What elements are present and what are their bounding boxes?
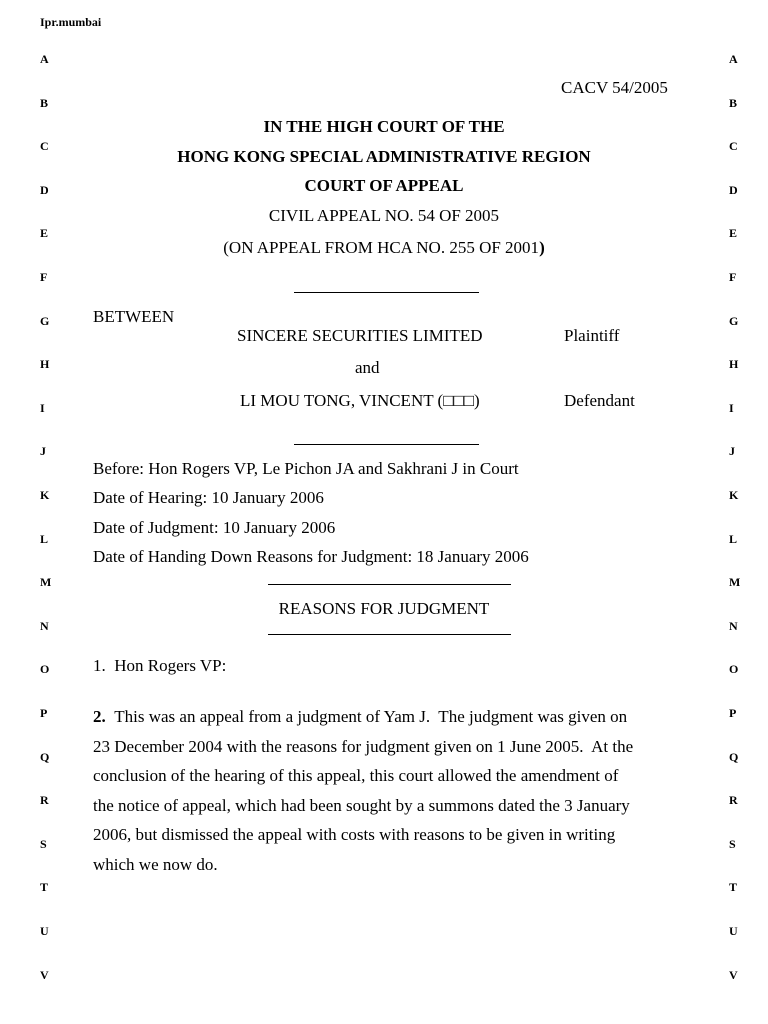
source-watermark: Ipr.mumbai [40, 15, 102, 29]
plaintiff-role: Plaintiff [564, 326, 620, 345]
paragraph-line: 2006, but dismissed the appeal with costs with reasons to be given in writing [93, 825, 616, 844]
margin-letter-left: V [40, 968, 49, 982]
margin-letter-right: U [729, 924, 738, 938]
margin-letter-left: S [40, 837, 47, 851]
reasons-title: REASONS FOR JUDGMENT [278, 599, 490, 618]
margin-letter-right: G [729, 314, 739, 328]
paragraph-line: conclusion of the hearing of this appeal, this court allowed the amendment of [93, 766, 619, 785]
margin-letter-right: K [729, 488, 739, 502]
margin-letter-right: I [729, 401, 734, 415]
margin-letter-right: N [729, 619, 738, 633]
date-of-hearing: Date of Hearing: 10 January 2006 [93, 488, 324, 507]
paragraph-line [93, 702, 683, 732]
paragraph-line: the notice of appeal, which had been sought by a summons dated the 3 January [93, 795, 630, 815]
appeal-from-line [0, 238, 768, 258]
margin-letter-left: P [40, 706, 48, 720]
divider-3 [268, 584, 511, 585]
margin-letter-left: K [40, 488, 50, 502]
divider-2 [294, 444, 479, 445]
margin-letter-right: P [729, 706, 737, 720]
judge-heading: 1. Hon Rogers VP: [93, 656, 227, 675]
margin-letter-left: O [40, 662, 50, 676]
coram-line: Before: Hon Rogers VP, Le Pichon JA and Sakhrani J in Court [93, 459, 519, 478]
court-name-line1: IN THE HIGH COURT OF THE [263, 117, 505, 136]
divider-1 [294, 292, 479, 293]
margin-letter-right: H [729, 357, 739, 371]
civil-appeal-number: CIVIL APPEAL NO. 54 OF 2005 [268, 206, 500, 225]
paragraph-2 [93, 702, 683, 879]
appeal-from-text: (ON APPEAL FROM HCA NO. 255 OF 2001 [223, 238, 540, 257]
margin-letter-left: B [40, 96, 49, 110]
margin-letter-right: Q [729, 750, 739, 764]
margin-letter-left: J [40, 444, 46, 458]
margin-letter-right: D [729, 183, 738, 197]
margin-letter-left: H [40, 357, 50, 371]
margin-letter-right: B [729, 96, 738, 110]
margin-letter-right: A [729, 52, 738, 66]
and-label: and [355, 358, 380, 377]
margin-letter-right: O [729, 662, 739, 676]
margin-letter-left: N [40, 619, 49, 633]
between-label: BETWEEN [93, 307, 175, 326]
court-name-line3: COURT OF APPEAL [304, 176, 464, 195]
plaintiff-name: SINCERE SECURITIES LIMITED [237, 326, 483, 345]
margin-letter-left: U [40, 924, 49, 938]
paragraph-number: 2. [93, 707, 106, 726]
margin-letter-right: R [729, 793, 738, 807]
margin-letter-right: L [729, 532, 738, 546]
margin-letter-left: L [40, 532, 49, 546]
margin-letter-left: I [40, 401, 45, 415]
margin-letter-left: A [40, 52, 49, 66]
margin-letter-left: E [40, 226, 49, 240]
case-number: CACV 54/2005 [561, 78, 668, 97]
paragraph-line: which we now do. [93, 854, 218, 874]
margin-letter-left: F [40, 270, 48, 284]
margin-letter-left: D [40, 183, 49, 197]
margin-letter-right: E [729, 226, 738, 240]
margin-letter-right: T [729, 880, 738, 894]
date-of-reasons: Date of Handing Down Reasons for Judgment: 18 January 2006 [93, 547, 529, 566]
margin-letter-right: V [729, 968, 738, 982]
margin-letter-right: C [729, 139, 738, 153]
margin-letter-left: C [40, 139, 49, 153]
margin-letter-right: S [729, 837, 736, 851]
paragraph-line-text: This was an appeal from a judgment of Yam J. The judgment was given on [114, 707, 628, 726]
margin-letter-left: G [40, 314, 50, 328]
paragraph-line: 23 December 2004 with the reasons for judgment given on 1 June 2005. At the [93, 736, 634, 756]
margin-letter-left: M [40, 575, 52, 589]
appeal-from-close: ) [539, 238, 545, 257]
defendant-role: Defendant [564, 391, 635, 410]
margin-letter-left: T [40, 880, 49, 894]
margin-letter-right: F [729, 270, 737, 284]
margin-letter-left: R [40, 793, 49, 807]
defendant-name: LI MOU TONG, VINCENT (□□□) [240, 391, 480, 410]
court-name-line2: HONG KONG SPECIAL ADMINISTRATIVE REGION [177, 147, 591, 166]
margin-letter-right: M [729, 575, 741, 589]
date-of-judgment: Date of Judgment: 10 January 2006 [93, 518, 336, 537]
margin-letter-right: J [729, 444, 735, 458]
divider-4 [268, 634, 511, 635]
margin-letter-left: Q [40, 750, 50, 764]
